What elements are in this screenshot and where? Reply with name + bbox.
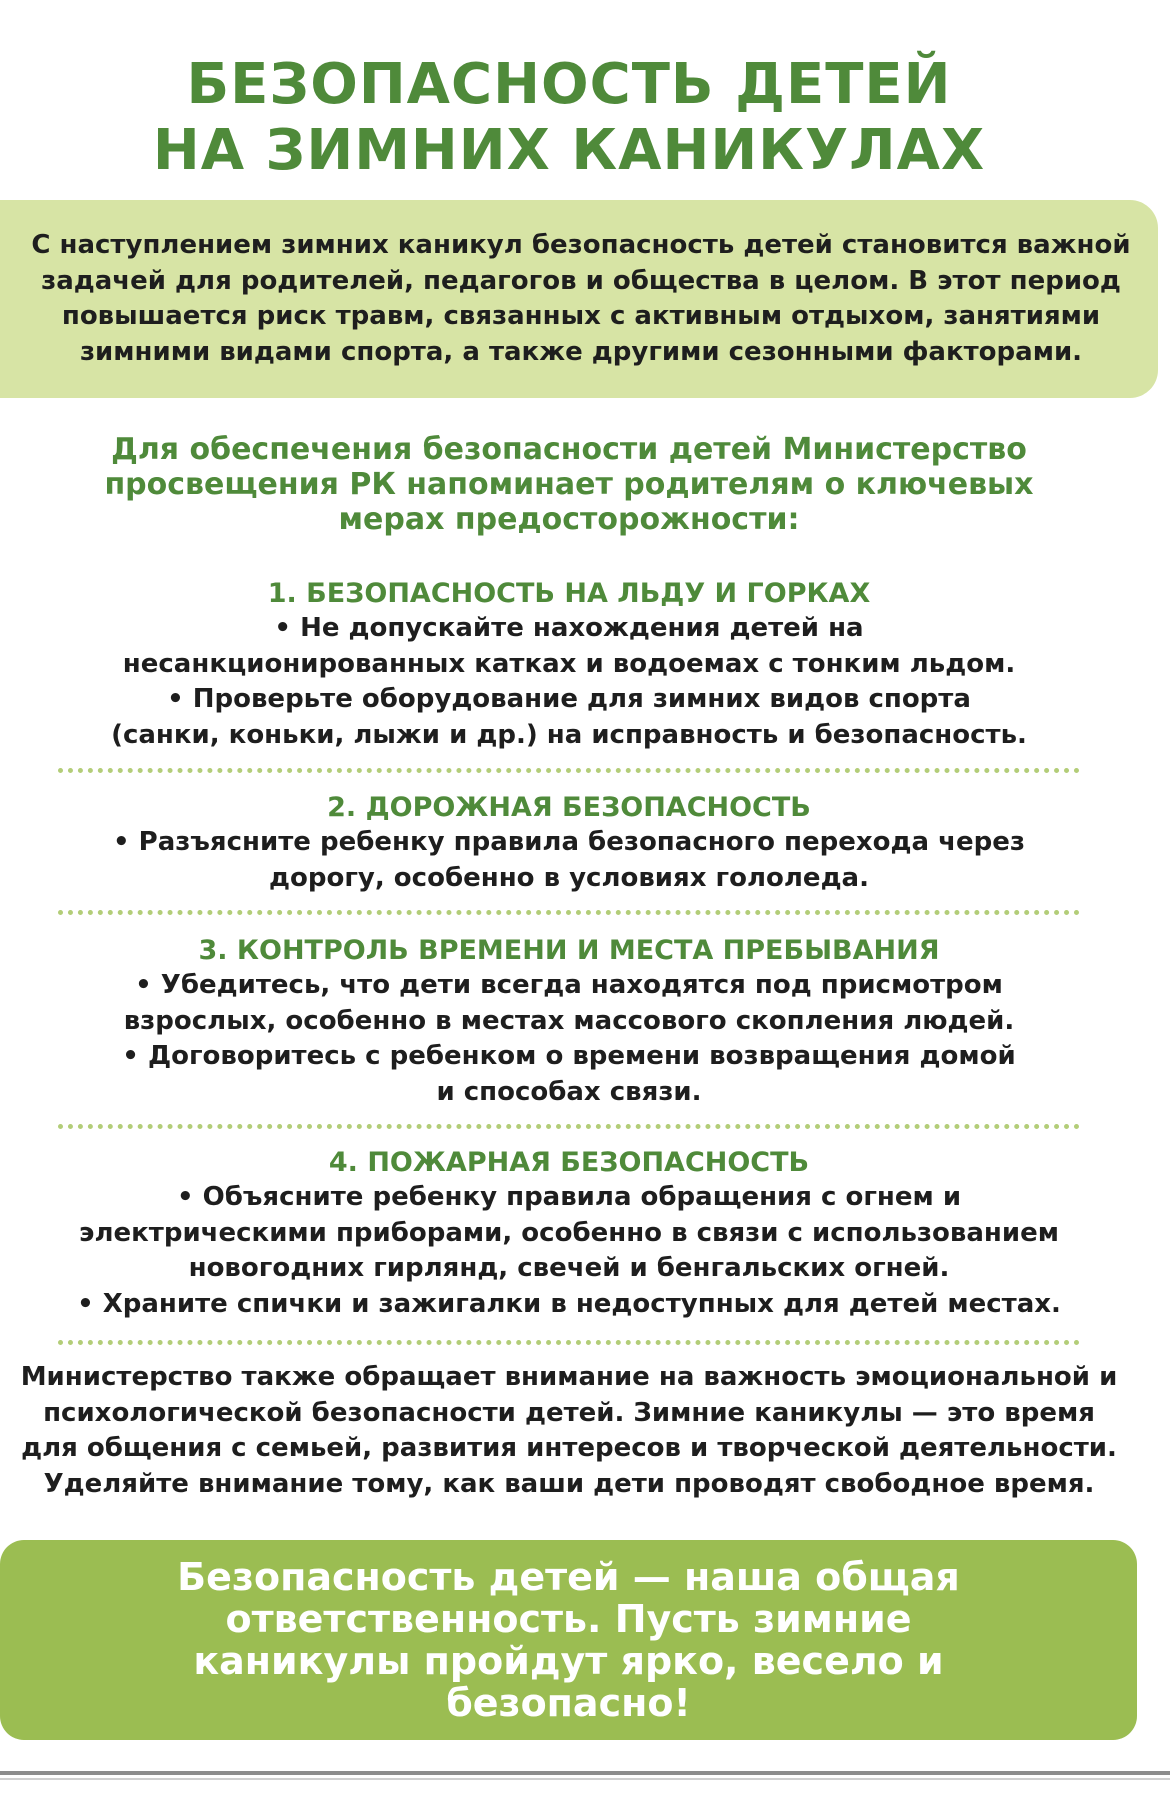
dotted-divider bbox=[58, 1340, 1080, 1345]
section-ice-safety bbox=[0, 577, 1138, 753]
dotted-divider bbox=[58, 1124, 1080, 1129]
bullet-item: • Храните спички и зажигалки в недоступных для детей местах. bbox=[77, 1288, 1061, 1319]
section-title: 2. ДОРОЖНАЯ БЕЗОПАСНОСТЬ bbox=[327, 792, 811, 823]
section-road-safety bbox=[0, 791, 1138, 896]
section-title: 1. БЕЗОПАСНОСТЬ НА ЛЬДУ И ГОРКАХ bbox=[267, 578, 871, 609]
bottom-rule bbox=[0, 1771, 1170, 1775]
section-title: 4. ПОЖАРНАЯ БЕЗОПАСНОСТЬ bbox=[328, 1147, 810, 1178]
bottom-rule-light bbox=[0, 1778, 1170, 1780]
bullet-item: • Проверьте оборудование для зимних видов спорта (санки, коньки, лыжи и др.) на исправность и безопасность. bbox=[111, 684, 1027, 750]
footer-banner bbox=[0, 1540, 1137, 1740]
poster-title: БЕЗОПАСНОСТЬ ДЕТЕЙ НА ЗИМНИХ КАНИКУЛАХ bbox=[152, 52, 986, 183]
section-fire-safety bbox=[0, 1146, 1138, 1322]
closing-text: Министерство также обращает внимание на важность эмоциональной и психологической безопасности детей. Зимние каникулы — это время для общения с семьей, развития интересов и творческой деятельности. Уделяйте внимание тому, как ваши дети проводят свободное время. bbox=[20, 1362, 1118, 1499]
footer-text: Безопасность детей — наша общая ответственность. Пусть зимние каникулы пройдут ярко, весело и безопасно! bbox=[177, 1555, 960, 1725]
bullet-item: • Объясните ребенку правила обращения с огнем и электрическими приборами, особенно в связи с использованием новогодних гирлянд, свечей и бенгальских огней. bbox=[79, 1182, 1059, 1283]
dotted-divider bbox=[58, 768, 1080, 773]
dotted-divider bbox=[58, 910, 1080, 915]
intro-text: С наступлением зимних каникул безопасность детей становится важной задачей для родителей, педагогов и общества в целом. В этот период повышается риск травм, связанных с активным отдыхом, занятиями зимними видами спорта, а также другими сезонными факторами. bbox=[31, 230, 1131, 367]
intro-box bbox=[0, 200, 1158, 398]
bullet-item: • Разъясните ребенку правила безопасного перехода через дорогу, особенно в условиях гололеда. bbox=[113, 827, 1025, 893]
section-time-place-control bbox=[0, 934, 1138, 1110]
bullet-item: • Не допускайте нахождения детей на несанкционированных катках и водоемах с тонким льдом. bbox=[122, 613, 1016, 679]
bullet-item: • Убедитесь, что дети всегда находятся под присмотром взрослых, особенно в местах массового скопления людей. bbox=[123, 970, 1015, 1036]
bullet-item: • Договоритесь с ребенком о времени возвращения домой и способах связи. bbox=[122, 1041, 1016, 1107]
lead-text: Для обеспечения безопасности детей Министерство просвещения РК напоминает родителям о ключевых мерах предосторожности: bbox=[104, 432, 1034, 537]
section-title: 3. КОНТРОЛЬ ВРЕМЕНИ И МЕСТА ПРЕБЫВАНИЯ bbox=[198, 935, 940, 966]
